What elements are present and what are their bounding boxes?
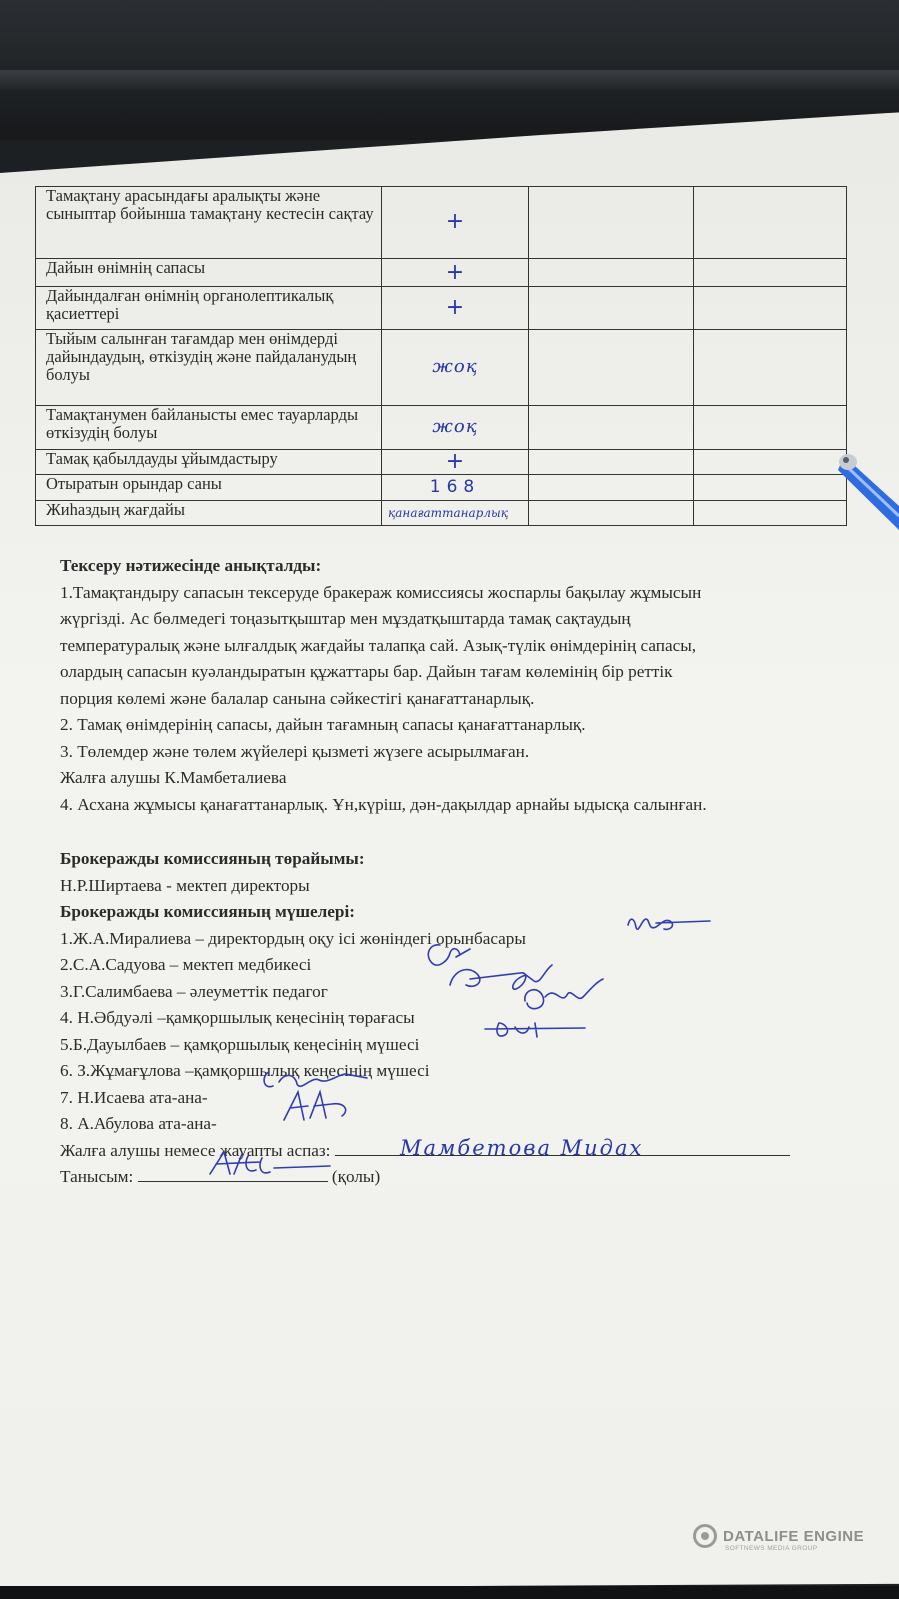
member-line: 1.Ж.А.Миралиева – директордың оқу ісі жөніндегі орынбасары: [60, 928, 526, 948]
findings-line: температуралық және ылғалдық жағдайы талапқа сай. Азық-түлік өнімдерінің сапасы,: [60, 635, 697, 655]
members-heading: Брокеражды комиссияның мүшелері:: [60, 902, 355, 921]
table-row: [36, 187, 847, 259]
row-mark: +: [382, 449, 529, 474]
member-line: 4. Н.Әбдуәлі –қамқоршылық кеңесінің төрағасы: [60, 1008, 415, 1027]
familiar-label: Танысым:: [60, 1167, 134, 1186]
empty-cell: [694, 329, 847, 405]
findings-line: олардың сапасын куәландыратын құжаттары бар. Дайын тағам көлемінің бір реттік: [60, 662, 673, 681]
empty-cell: [529, 449, 694, 474]
findings-line: Жалға алушы К.Мамбеталиева: [60, 768, 287, 787]
empty-cell: [694, 449, 847, 474]
findings-line: 2. Тамақ өнімдерінің сапасы, дайын тағамның сапасы қанағаттанарлық.: [60, 715, 586, 734]
signature-1: [600, 905, 730, 945]
findings-line: порция көлемі және балалар санына сәйкестігі қанағаттанарлық.: [60, 688, 535, 708]
member-line: 3.Г.Салимбаева – әлеуметтік педагог: [60, 981, 328, 1001]
member-line: 7. Н.Исаева ата-ана-: [60, 1087, 208, 1107]
findings-line: 3. Төлемдер және төлем жүйелері қызметі жүзеге асырылмаған.: [60, 741, 530, 761]
empty-cell: [694, 475, 847, 500]
spacer: [60, 818, 860, 846]
signature-8: [200, 1144, 340, 1184]
row-mark: жоқ: [382, 405, 529, 449]
table-row: [36, 258, 847, 287]
row-label: Тыйым салынған тағамдар мен өнімдерді дайындаудың, өткізудің және пайдаланудың болуы: [36, 329, 382, 405]
row-mark: +: [382, 187, 529, 259]
findings-heading: Тексеру нәтижесінде анықталды:: [60, 556, 322, 575]
table-row: [36, 329, 847, 405]
bottom-shadow: [0, 1586, 899, 1599]
document-body: [60, 553, 860, 1191]
row-label: Тамақтану арасындағы аралықты және сыныптар бойынша тамақтану кестесін сақтау: [36, 187, 382, 259]
empty-cell: [694, 187, 847, 259]
table-row: [36, 405, 847, 449]
row-mark: жоқ: [382, 329, 529, 405]
empty-cell: [529, 405, 694, 449]
empty-cell: [529, 187, 694, 259]
row-mark: қанағаттанарлық: [382, 500, 529, 525]
table-row: [36, 287, 847, 329]
tenant-label: Жалға алушы немесе жауапты аспаз:: [60, 1140, 331, 1160]
signature-7: [270, 1086, 360, 1126]
row-label: Тамақтанумен байланысты емес тауарларды өткізудің болуы: [36, 405, 382, 449]
row-mark: +: [382, 287, 529, 329]
row-label: Отыратын орындар саны: [36, 475, 382, 500]
empty-cell: [694, 258, 847, 287]
watermark-subtitle: SOFTNEWS MEDIA GROUP: [725, 1545, 818, 1552]
logo-icon: [693, 1524, 717, 1548]
row-label: Тамақ қабылдауды ұйымдастыру: [36, 449, 382, 474]
member-line: 6. З.Жұмағұлова –қамқоршылық кеңесінің мүшесі: [60, 1061, 430, 1080]
chair-name: Н.Р.Ширтаева - мектеп директоры: [60, 875, 310, 895]
member-line: 8. А.Абулова ата-ана-: [60, 1114, 217, 1133]
signature-5: [475, 1015, 595, 1045]
empty-cell: [694, 287, 847, 329]
watermark-title: DATALIFE ENGINE: [723, 1527, 865, 1545]
table-row: [36, 449, 847, 474]
familiar-suffix: (қолы): [331, 1167, 381, 1186]
row-label: Дайындалған өнімнің органолептикалық қасиеттері: [36, 287, 382, 329]
empty-cell: [529, 287, 694, 329]
member-line: 2.С.А.Садуова – мектеп медбикесі: [60, 955, 312, 974]
laptop-edge: [0, 70, 899, 90]
row-mark: 168: [382, 475, 529, 500]
empty-cell: [529, 258, 694, 287]
table-row: [36, 500, 847, 525]
empty-cell: [529, 500, 694, 525]
findings-line: 4. Асхана жұмысы қанағаттанарлық. Ұн,күріш, дән-дақылдар арнайы ыдысқа салынған.: [60, 794, 707, 814]
empty-cell: [694, 500, 847, 525]
blue-pen-image: [838, 440, 899, 530]
table-row: [36, 475, 847, 500]
member-line: 5.Б.Дауылбаев – қамқоршылық кеңесінің мүшесі: [60, 1034, 420, 1054]
row-mark: +: [382, 258, 529, 287]
desk-background: [0, 0, 899, 140]
chair-heading: Брокеражды комиссияның төрайымы:: [60, 849, 365, 868]
row-label: Дайын өнімнің сапасы: [36, 258, 382, 287]
findings-line: 1.Тамақтандыру сапасын тексеруде бракераж комиссиясы жоспарлы бақылау жұмысын: [60, 582, 702, 602]
empty-cell: [694, 405, 847, 449]
signature-4: [505, 975, 615, 1020]
tenant-handwriting: Мамбетова Мидах: [400, 1136, 644, 1160]
findings-line: жүргізді. Ас бөлмедегі тоңазытқыштар мен мұздатқыштарда тамақ сақтаудың: [60, 609, 631, 628]
row-label: Жиһаздың жағдайы: [36, 500, 382, 525]
familiar-line: [60, 1164, 860, 1191]
empty-cell: [529, 475, 694, 500]
inspection-table: [35, 186, 847, 526]
empty-cell: [529, 329, 694, 405]
